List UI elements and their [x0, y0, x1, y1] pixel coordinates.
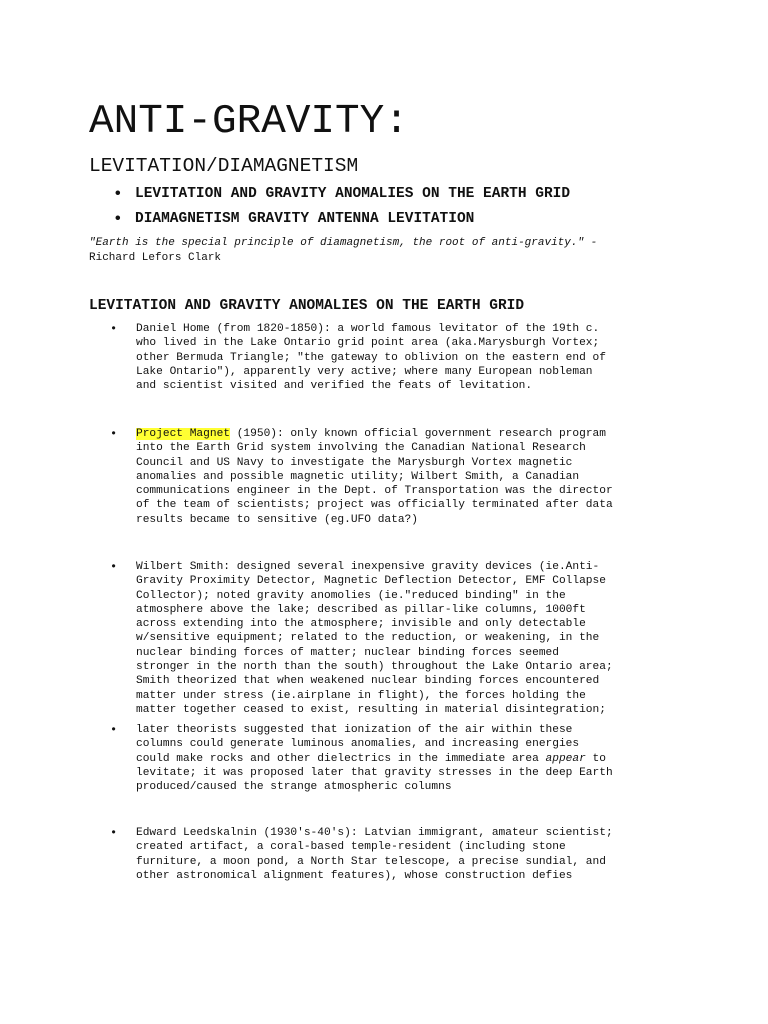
toc-item-label: DIAMAGNETISM GRAVITY ANTENNA LEVITATION: [135, 211, 475, 227]
text-line: Gravity Proximity Detector, Magnetic Deflection Detector, EMF Collapse: [136, 575, 606, 588]
text-line: other Bermuda Triangle; "the gateway to oblivion on the eastern end of: [136, 351, 606, 364]
text-line: Daniel Home (from 1820-1850): a world famous levitator of the 19th c.: [136, 323, 600, 335]
bullet-icon: •: [110, 560, 118, 574]
toc-item-label: LEVITATION AND GRAVITY ANOMALIES ON THE EARTH GRID: [135, 186, 571, 202]
text-line: created artifact, a coral-based temple-resident (including stone: [136, 841, 566, 854]
text-line: levitate; it was proposed later that gravity stresses in the deep Earth: [136, 766, 613, 779]
text-fragment: (1950): only known official government research program: [230, 428, 606, 440]
emphasized-text: appear: [545, 752, 586, 765]
text-line: who lived in the Lake Ontario grid point area (aka.Marysburgh Vortex;: [136, 337, 600, 350]
text-line: matter under stress (ie.airplane in flight), the forces holding the: [136, 689, 586, 702]
epigraph-quote: [89, 236, 689, 265]
text-line: into the Earth Grid system involving the Canadian National Research: [136, 442, 586, 455]
quote-text: "Earth is the special principle of diamagnetism, the root of anti-gravity." -: [89, 237, 598, 249]
toc-item[interactable]: [89, 207, 570, 232]
list-item: [110, 826, 690, 883]
text-line: [136, 752, 690, 766]
text-line: Collector); noted gravity anomolies (ie."reduced binding" in the: [136, 589, 566, 602]
list-item: [110, 560, 690, 717]
text-line: furniture, a moon pond, a North Star telescope, a precise sundial, and: [136, 855, 606, 868]
list-item: [110, 723, 690, 794]
bullet-icon: •: [110, 427, 118, 441]
bullet-icon: •: [110, 322, 118, 336]
text-fragment: to: [585, 752, 606, 765]
text-line: communications engineer in the Dept. of Transportation was the director: [136, 485, 613, 498]
text-line: w/sensitive equipment; related to the reduction, or weakening, in the: [136, 632, 600, 645]
toc-item[interactable]: [89, 182, 570, 207]
bullet-icon: •: [113, 185, 123, 203]
text-line: Council and US Navy to investigate the Marysburgh Vortex magnetic: [136, 456, 573, 469]
quote-author: Richard Lefors Clark: [89, 251, 222, 264]
document-title: ANTI-GRAVITY:: [89, 99, 409, 145]
text-line: Lake Ontario"), apparently very active; where many European nobleman: [136, 365, 593, 378]
text-line: later theorists suggested that ionization of the air within these: [136, 724, 573, 736]
bullet-icon: •: [110, 826, 118, 840]
bullet-icon: •: [113, 210, 123, 228]
text-line: across extending into the atmosphere; invisible and only detectable: [136, 618, 586, 631]
list-item: [110, 322, 690, 393]
text-line: matter together ceased to exist, resulting in material disintegration;: [136, 703, 606, 716]
table-of-contents: [89, 182, 570, 232]
text-line: [136, 427, 690, 441]
text-line: Smith theorized that when weakened nuclear binding forces encountered: [136, 675, 600, 688]
text-line: anomalies and possible magnetic utility; Wilbert Smith, a Canadian: [136, 470, 580, 483]
text-line: produced/caused the strange atmospheric columns: [136, 781, 452, 794]
text-line: atmosphere above the lake; described as pillar-like columns, 1000ft: [136, 603, 586, 616]
bullet-icon: •: [110, 723, 118, 737]
text-line: and scientist visited and verified the feats of levitation.: [136, 380, 533, 393]
text-line: Edward Leedskalnin (1930's-40's): Latvian immigrant, amateur scientist;: [136, 827, 613, 839]
section-heading: LEVITATION AND GRAVITY ANOMALIES ON THE EARTH GRID: [89, 298, 525, 314]
list-item: [110, 427, 690, 527]
text-line: results became to sensitive (eg.UFO data?): [136, 513, 418, 526]
text-line: stronger in the north than the south) throughout the Lake Ontario area;: [136, 661, 613, 674]
text-line: other astronomical alignment features), whose construction defies: [136, 869, 573, 882]
document-subtitle: LEVITATION/DIAMAGNETISM: [89, 155, 359, 177]
highlighted-text: Project Magnet: [136, 428, 230, 440]
text-fragment: could make rocks and other dielectrics in the immediate area: [136, 752, 546, 765]
text-line: Wilbert Smith: designed several inexpensive gravity devices (ie.Anti-: [136, 561, 600, 573]
text-line: columns could generate luminous anomalies, and increasing energies: [136, 738, 580, 751]
text-line: of the team of scientists; project was officially terminated after data: [136, 499, 613, 512]
text-line: nuclear binding forces of matter; nuclear binding forces seemed: [136, 646, 559, 659]
